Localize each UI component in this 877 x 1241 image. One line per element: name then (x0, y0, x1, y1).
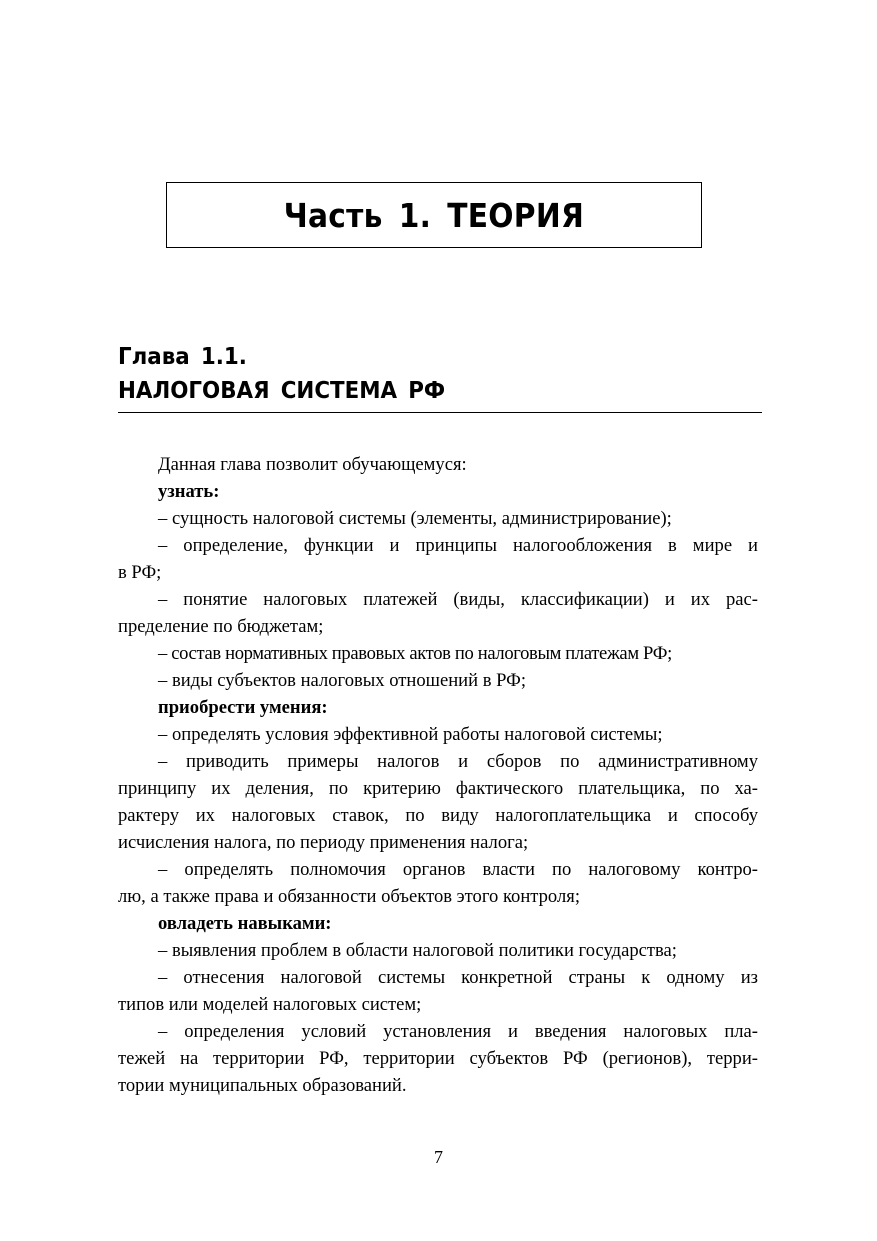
habit-item-3-line-1: – определения условий установления и введения налоговых пла- (158, 1021, 758, 1042)
skill-item-2-line-4: исчисления налога, по периоду применения налога; (118, 832, 529, 853)
know-item-3-line-1: – понятие налоговых платежей (виды, классификации) и их рас- (158, 589, 758, 610)
heading-rule (118, 412, 762, 413)
skill-item-2-line-1: – приводить примеры налогов и сборов по административному (158, 751, 758, 772)
part-title-box (166, 182, 702, 248)
skill-item-2-line-3: рактеру их налоговых ставок, по виду налогоплательщика и способу (118, 805, 758, 826)
skill-item-2-line-2: принципу их деления, по критерию фактического плательщика, по ха- (118, 778, 758, 799)
page-number: 7 (434, 1147, 443, 1167)
habit-item-2-line-1: – отнесения налоговой системы конкретной страны к одному из (158, 967, 758, 988)
habit-item-2-line-2: типов или моделей налоговых систем; (118, 994, 422, 1015)
intro-line: Данная глава позволит обучающемуся: (158, 454, 467, 475)
part-title: Часть 1. ТЕОРИЯ (283, 195, 585, 235)
chapter-heading (118, 340, 445, 408)
know-item-5: – виды субъектов налоговых отношений в РФ; (158, 670, 527, 691)
know-item-2-line-2: в РФ; (118, 562, 162, 583)
know-item-2-line-1: – определение, функции и принципы налогообложения в мире и (158, 535, 758, 556)
know-item-4: – состав нормативных правовых актов по налоговым платежам РФ; (158, 643, 672, 664)
habit-item-1: – выявления проблем в области налоговой политики государства; (158, 940, 677, 961)
chapter-number: Глава 1.1. (118, 344, 247, 370)
skills-heading: приобрести умения: (158, 697, 328, 718)
chapter-objectives (118, 451, 758, 1099)
skill-item-3-line-2: лю, а также права и обязанности объектов этого контроля; (118, 886, 580, 907)
know-item-1: – сущность налоговой системы (элементы, администрирование); (158, 508, 672, 529)
skill-item-1: – определять условия эффективной работы налоговой системы; (158, 724, 663, 745)
chapter-title: НАЛОГОВАЯ СИСТЕМА РФ (118, 378, 446, 404)
know-heading: узнать: (158, 481, 220, 502)
habits-heading: овладеть навыками: (158, 913, 332, 934)
skill-item-3-line-1: – определять полномочия органов власти по налоговому контро- (158, 859, 758, 880)
habit-item-3-line-3: тории муниципальных образований. (118, 1075, 407, 1096)
habit-item-3-line-2: тежей на территории РФ, территории субъектов РФ (регионов), терри- (118, 1048, 758, 1069)
know-item-3-line-2: пределение по бюджетам; (118, 616, 324, 637)
